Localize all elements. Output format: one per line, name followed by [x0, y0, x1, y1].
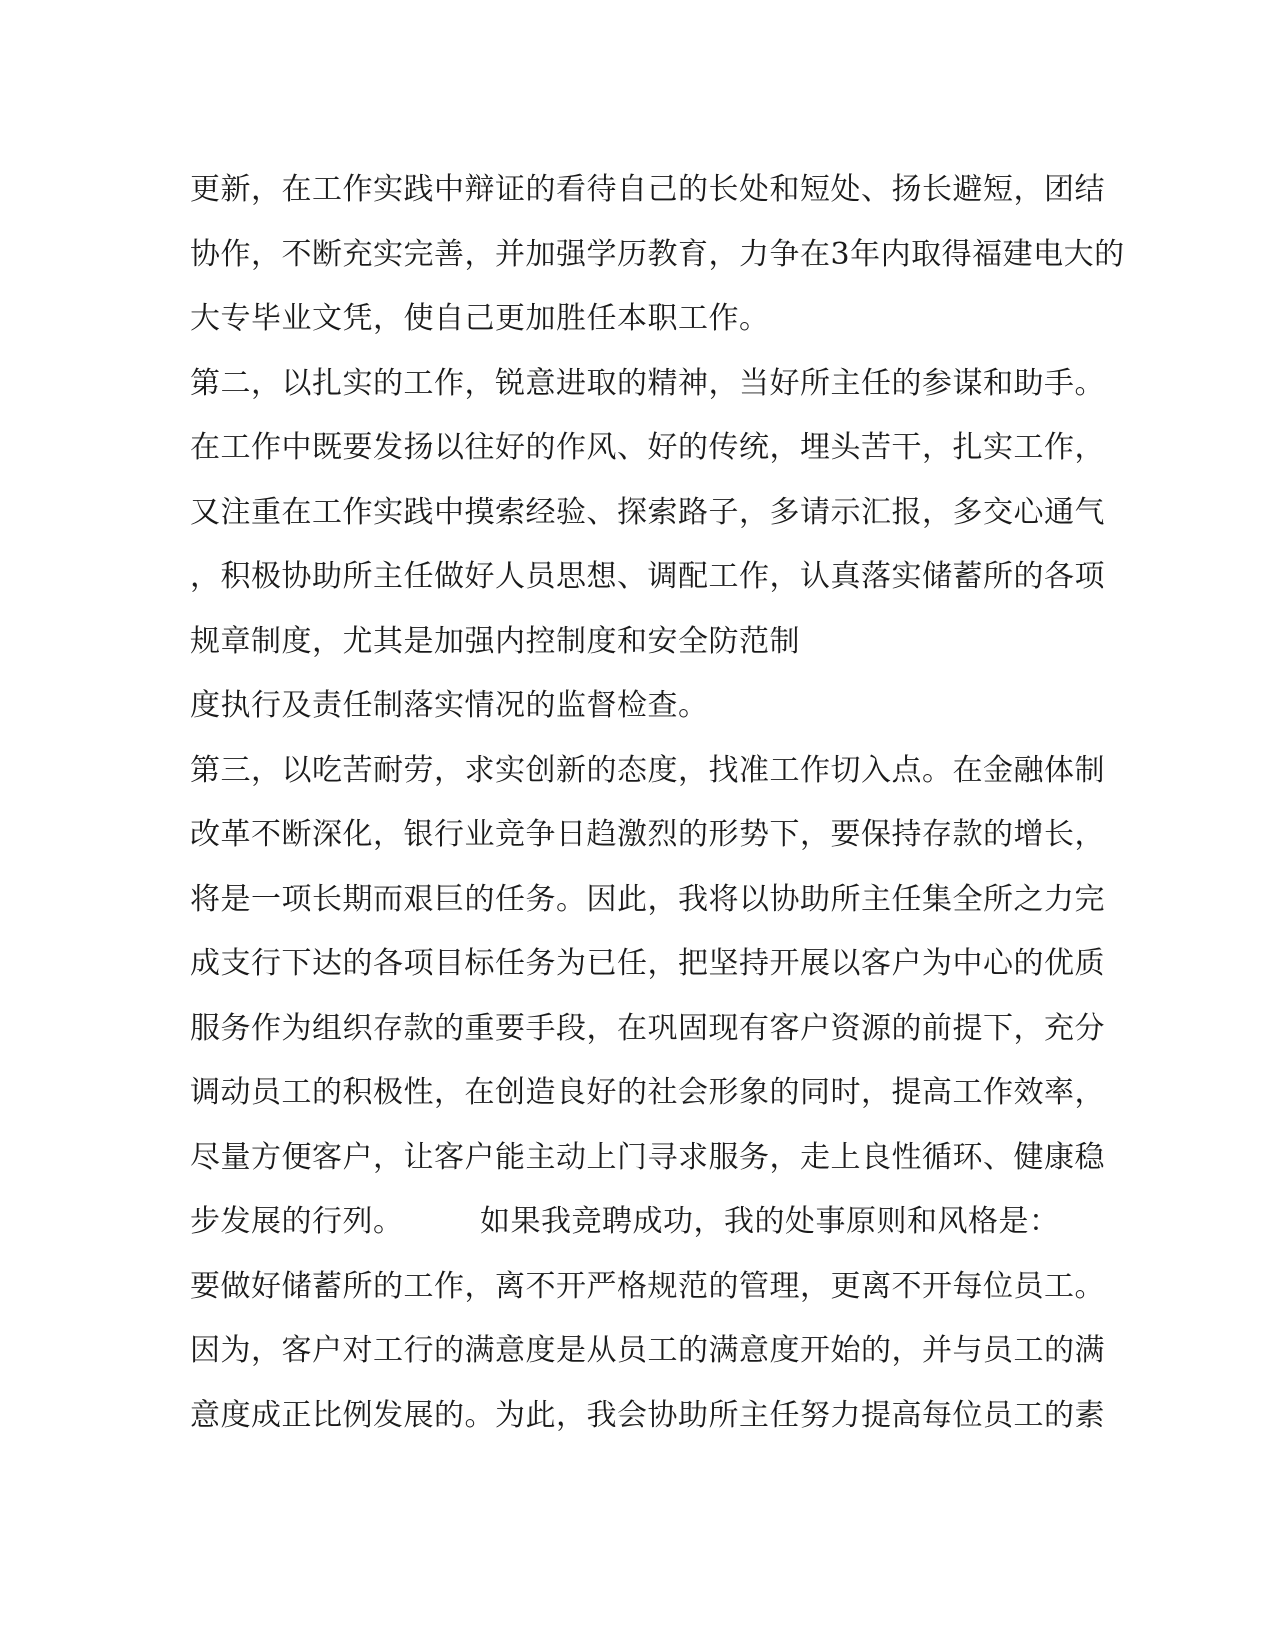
- text-line: 改革不断深化，银行业竞争日趋激烈的形势下，要保持存款的增长，: [190, 817, 1105, 852]
- text-line: 尽量方便客户，让客户能主动上门寻求服务，走上良性循环、健康稳: [190, 1139, 1105, 1175]
- text-line: 第三，以吃苦耐劳，求实创新的态度，找准工作切入点。在金融体制: [190, 752, 1105, 788]
- text-line: 第二，以扎实的工作，锐意进取的精神，当好所主任的参谋和助手。: [190, 365, 1105, 401]
- text-line: 成支行下达的各项目标任务为已任，把坚持开展以客户为中心的优质: [190, 946, 1105, 981]
- text-line: 度执行及责任制落实情况的监督检查。: [190, 688, 709, 723]
- text-line: ，积极协助所主任做好人员思想、调配工作，认真落实储蓄所的各项: [190, 559, 1105, 594]
- text-line: 在工作中既要发扬以往好的作风、好的传统，埋头苦干，扎实工作，: [190, 430, 1105, 465]
- text-line: 大专毕业文凭，使自己更加胜任本职工作。: [190, 301, 770, 336]
- text-line: 服务作为组织存款的重要手段，在巩固现有客户资源的前提下，充分: [190, 1010, 1105, 1046]
- text-line: 因为，客户对工行的满意度是从员工的满意度开始的，并与员工的满: [190, 1333, 1105, 1368]
- text-line: 意度成正比例发展的。为此，我会协助所主任努力提高每位员工的素: [190, 1397, 1105, 1433]
- text-line: 要做好储蓄所的工作，离不开严格规范的管理，更离不开每位员工。: [190, 1268, 1105, 1304]
- text-line: 将是一项长期而艰巨的任务。因此，我将以协助所主任集全所之力完: [190, 881, 1105, 917]
- text-line: 协作，不断充实完善，并加强学历教育，力争在3年内取得福建电大的: [190, 236, 1125, 272]
- text-line: 规章制度，尤其是加强内控制度和安全防范制: [190, 623, 800, 659]
- text-line: 调动员工的积极性，在创造良好的社会形象的同时，提高工作效率，: [190, 1075, 1105, 1110]
- text-line: 步发展的行列。 如果我竞聘成功，我的处事原则和风格是：: [190, 1204, 1060, 1239]
- body-text: [190, 158, 1125, 1448]
- text-line: 更新，在工作实践中辩证的看待自己的长处和短处、扬长避短，团结: [190, 172, 1105, 207]
- text-line: 又注重在工作实践中摸索经验、探索路子，多请示汇报，多交心通气: [190, 494, 1105, 530]
